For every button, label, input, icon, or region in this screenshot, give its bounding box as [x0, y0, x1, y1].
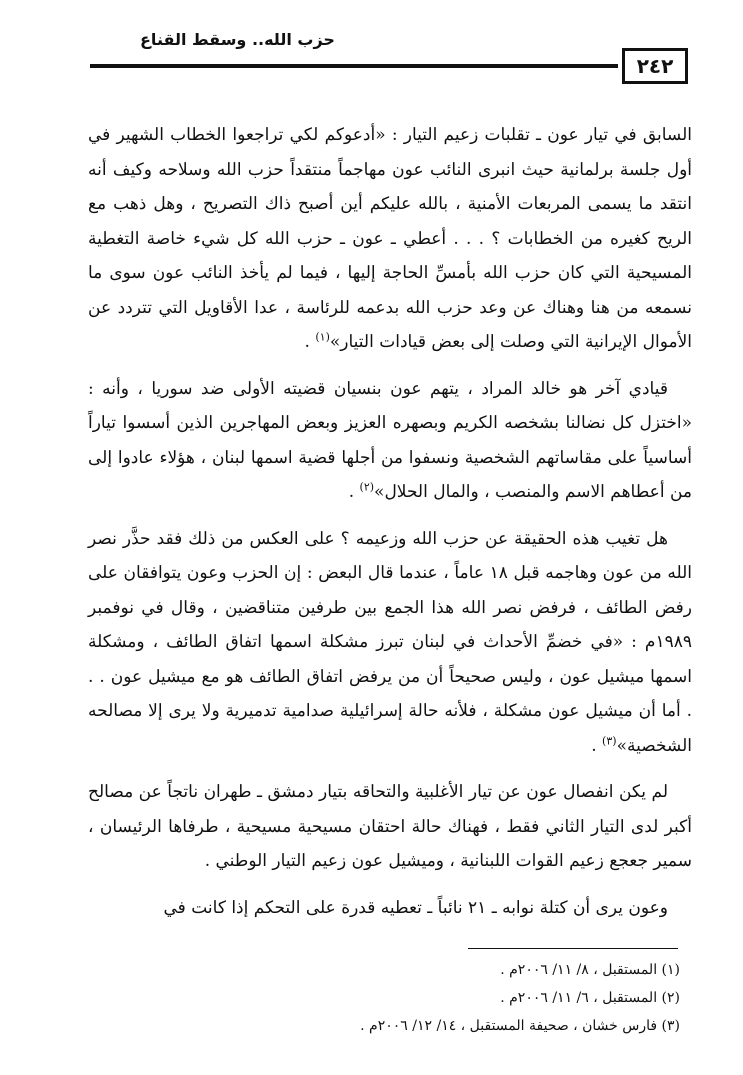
footnote-rule [468, 948, 678, 949]
footnote: (١) المستقبل ، ٨/ ١١/ ٢٠٠٦م . [500, 962, 680, 978]
paragraph [88, 118, 692, 360]
footnote-ref: (١) [315, 330, 330, 344]
paragraph-tail: . [591, 735, 603, 756]
paragraph-text: لم يكن انفصال عون عن تيار الأغلبية والتحاقه بتيار دمشق ـ طهران ناتجاً عن مصالح أكبر لدى التيار الثاني فقط ، فهناك حالة احتقان مسيحية مسيحية ، طرفاها الرئيسان ، سمير جعجع زعيم القوات اللبنانية ، وميشيل عون زعيم التيار الوطني . [88, 782, 692, 871]
header-rule [90, 64, 618, 68]
paragraph-tail: . [304, 332, 316, 352]
body-text [88, 118, 692, 937]
footnote: (٣) فارس خشان ، صحيفة المستقبل ، ١٤/ ١٢/ ٢٠٠٦م . [360, 1018, 680, 1034]
footnote-ref: (٢) [359, 480, 375, 494]
paragraph [88, 372, 692, 510]
paragraph [88, 891, 692, 926]
paragraph-text: هل تغيب هذه الحقيقة عن حزب الله وزعيمه ؟ على العكس من ذلك فقد حذَّر نصر الله من عون وهاجمه قبل ١٨ عاماً ، عندما قال البعض : إن الحزب وعون يتوافقان على رفض الطائف ، فرفض نصر الله هذا الجمع بين طرفين متناقضين ، وقال في نوفمبر ١٩٨٩م : «في خضمِّ الأحداث في لبنان تبرز مشكلة اسمها اتفاق الطائف ، ومشكلة اسمها ميشيل عون ، وليس صحيحاً أن من يرفض اتفاق الطائف هو مع ميشيل عون . . . أما أن ميشيل عون مشكلة ، فلأنه حالة إسرائيلية صدامية تدميرية ولا يرى إلا مصالحه الشخصية» [88, 528, 692, 756]
footnote: (٢) المستقبل ، ٦/ ١١/ ٢٠٠٦م . [500, 990, 680, 1006]
paragraph-text: قيادي آخر هو خالد المراد ، يتهم عون بنسيان قضيته الأولى ضد سوريا ، وأنه : «اختزل كل نضالنا بشخصه الكريم وبصهره العزيز وبعض المهاجرين الذين أسسوا تياراً أساسياً على مقاساتهم الشخصية ونسفوا من أجلها قضية اسمها لبنان ، هؤلاء عادوا إلى من أعطاهم الاسم والمنصب ، والمال الحلال» [88, 378, 692, 502]
footnotes [240, 956, 680, 1040]
paragraph-tail: . [348, 482, 360, 502]
paragraph-text: وعون يرى أن كتلة نوابه ـ ٢١ نائباً ـ تعطيه قدرة على التحكم إذا كانت في [163, 897, 668, 918]
page-number: ٢٤٢ [622, 48, 688, 84]
paragraph [88, 775, 692, 879]
running-title: حزب الله.. وسقط القناع [140, 30, 335, 49]
footnote-ref: (٣) [602, 733, 617, 747]
paragraph [88, 522, 692, 764]
paragraph-text: السابق في تيار عون ـ تقلبات زعيم التيار : «أدعوكم لكي تراجعوا الخطاب الشهير في أول جلسة برلمانية حيث انبرى النائب عون مهاجماً منتقداً حزب الله وسلاحه وكيف أنه انتقد ما يسمى المربعات الأمنية ، بالله عليكم أين أصبح ذاك التصريح ، وهل ذهب مع الريح كغيره من الخطابات ؟ . . . أعطي ـ عون ـ حزب الله كل شيء خاصة التغطية المسيحية التي كان حزب الله بأمسِّ الحاجة إليها ، فيما لم يأخذ النائب عون سوى ما نسمعه من هنا وهناك عن وعد حزب الله بدعمه للرئاسة ، عدا الأقاويل التي تتردد عن الأموال الإيرانية التي وصلت إلى بعض قيادات التيار» [88, 125, 693, 352]
